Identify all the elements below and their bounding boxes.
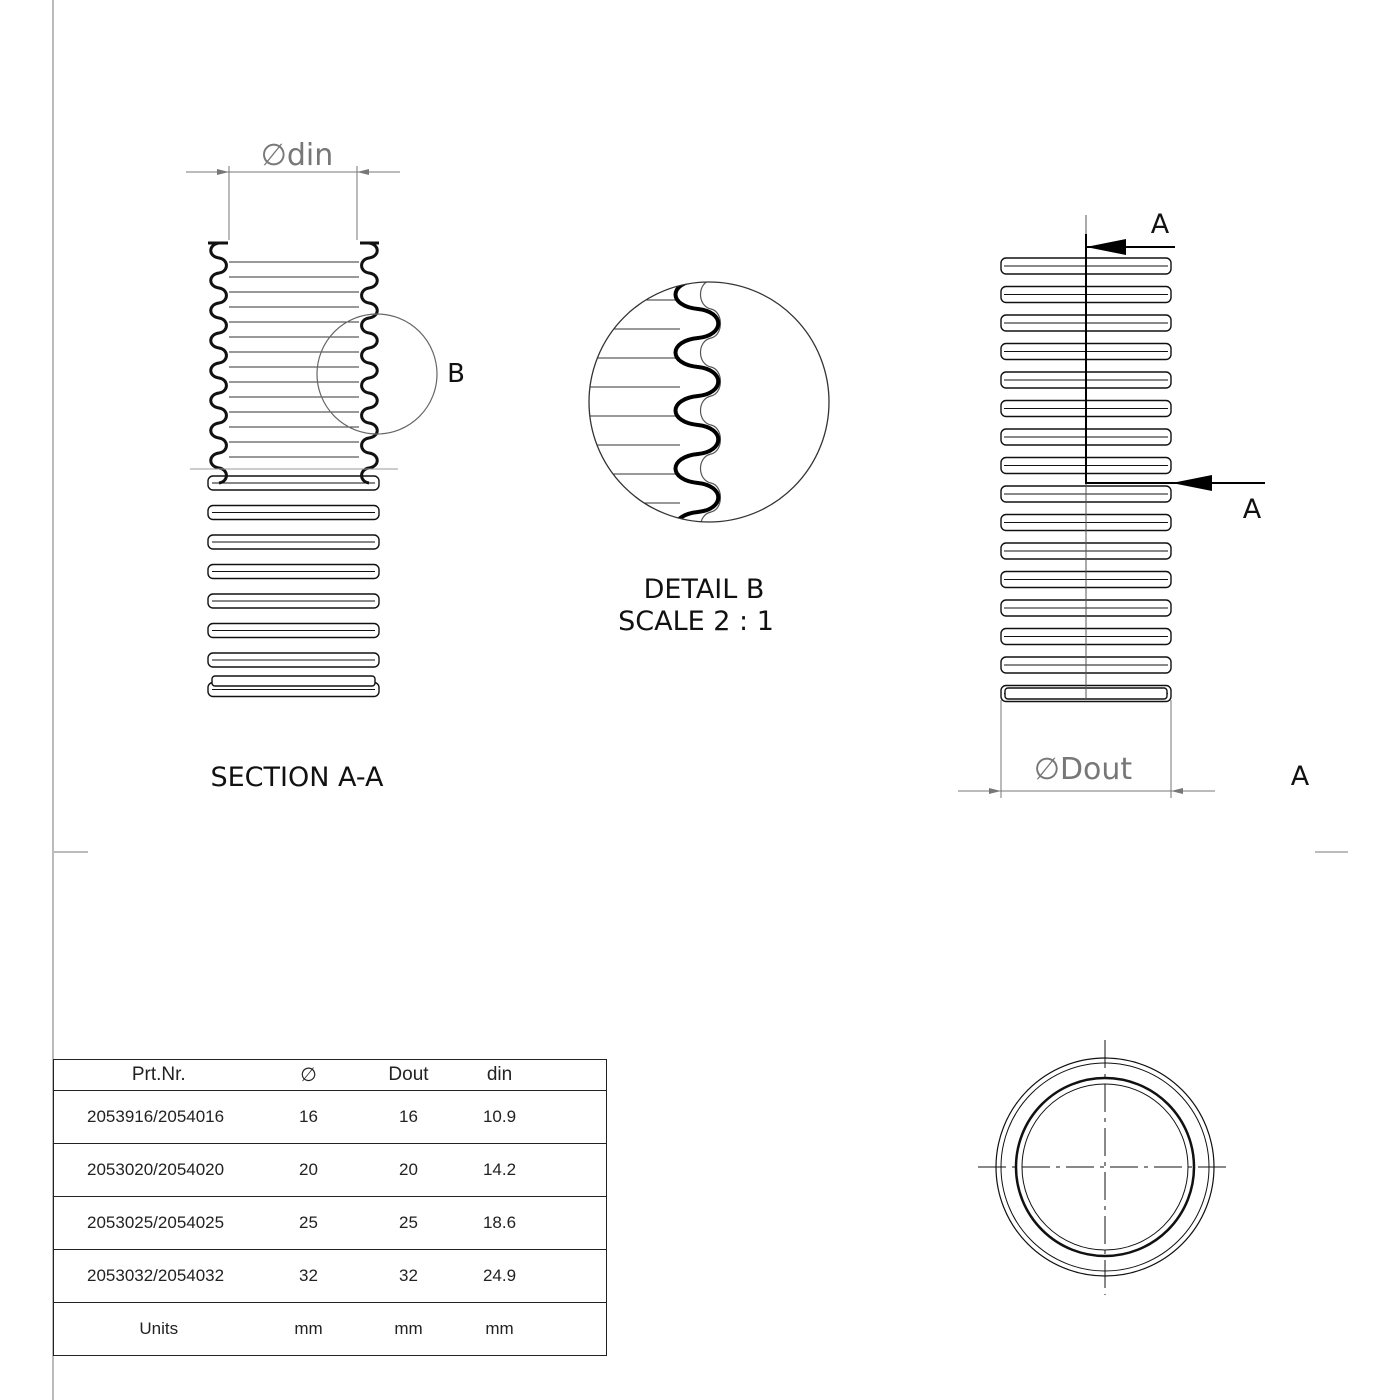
spacer-cell <box>536 1144 607 1197</box>
dout-dimension-label: ∅Dout <box>1033 752 1133 787</box>
table-row <box>54 1144 607 1197</box>
spacer-cell <box>536 1197 607 1250</box>
table-row <box>54 1091 607 1144</box>
din-cell: 10.9 <box>464 1091 536 1144</box>
header-nominal-diameter: ∅ <box>264 1060 354 1091</box>
din-cell: 18.6 <box>464 1197 536 1250</box>
diameter-cell: 32 <box>264 1250 354 1303</box>
units-cell: mm <box>294 1319 323 1338</box>
right-wall <box>362 243 378 483</box>
din-dimension-label: ∅din <box>260 138 334 173</box>
specification-table <box>53 1059 607 1356</box>
detail-title: DETAIL B <box>643 574 765 605</box>
din-cell: 14.2 <box>464 1144 536 1197</box>
end-view <box>978 1040 1232 1295</box>
section-outer-ribs <box>208 476 379 697</box>
view-marker: A <box>1290 761 1310 792</box>
section-title: SECTION A-A <box>210 762 384 793</box>
detail-scale: SCALE 2 : 1 <box>618 606 774 637</box>
part-number-cell: 2053020/2054020 <box>54 1144 264 1197</box>
diameter-cell: 25 <box>264 1197 354 1250</box>
dout-cell: 20 <box>354 1144 464 1197</box>
table-row <box>54 1250 607 1303</box>
spacer-cell <box>536 1303 607 1356</box>
part-number-cell: 2053025/2054025 <box>54 1197 264 1250</box>
part-number-cell: 2053916/2054016 <box>54 1091 264 1144</box>
section-inner-lines <box>229 262 359 457</box>
header-part-number: Prt.Nr. <box>54 1060 264 1091</box>
detail-b-marker: B <box>447 359 465 389</box>
table-header-row <box>54 1060 607 1091</box>
units-cell: mm <box>394 1319 423 1338</box>
side-view <box>958 209 1310 798</box>
header-spacer <box>536 1060 607 1091</box>
pipe-end <box>212 676 375 686</box>
detail-inner-lines <box>585 300 680 503</box>
spacer-cell <box>536 1250 607 1303</box>
spacer-cell <box>536 1091 607 1144</box>
dout-cell: 25 <box>354 1197 464 1250</box>
din-dimension <box>186 166 400 240</box>
diameter-cell: 16 <box>264 1091 354 1144</box>
dout-cell: 16 <box>354 1091 464 1144</box>
left-wall <box>211 243 227 483</box>
table-row <box>54 1197 607 1250</box>
header-dout: Dout <box>354 1060 464 1091</box>
units-label-cell: Units <box>139 1319 179 1338</box>
section-marker-bottom: A <box>1242 494 1262 525</box>
units-cell: mm <box>485 1319 514 1338</box>
section-marker-top: A <box>1150 209 1170 240</box>
part-number-cell: 2053032/2054032 <box>54 1250 264 1303</box>
detail-view <box>585 280 829 637</box>
section-view <box>186 138 465 793</box>
table-units-row <box>54 1303 607 1356</box>
din-cell: 24.9 <box>464 1250 536 1303</box>
section-corrugated-wall <box>208 243 379 483</box>
header-din: din <box>464 1060 536 1091</box>
diameter-cell: 20 <box>264 1144 354 1197</box>
dout-cell: 32 <box>354 1250 464 1303</box>
